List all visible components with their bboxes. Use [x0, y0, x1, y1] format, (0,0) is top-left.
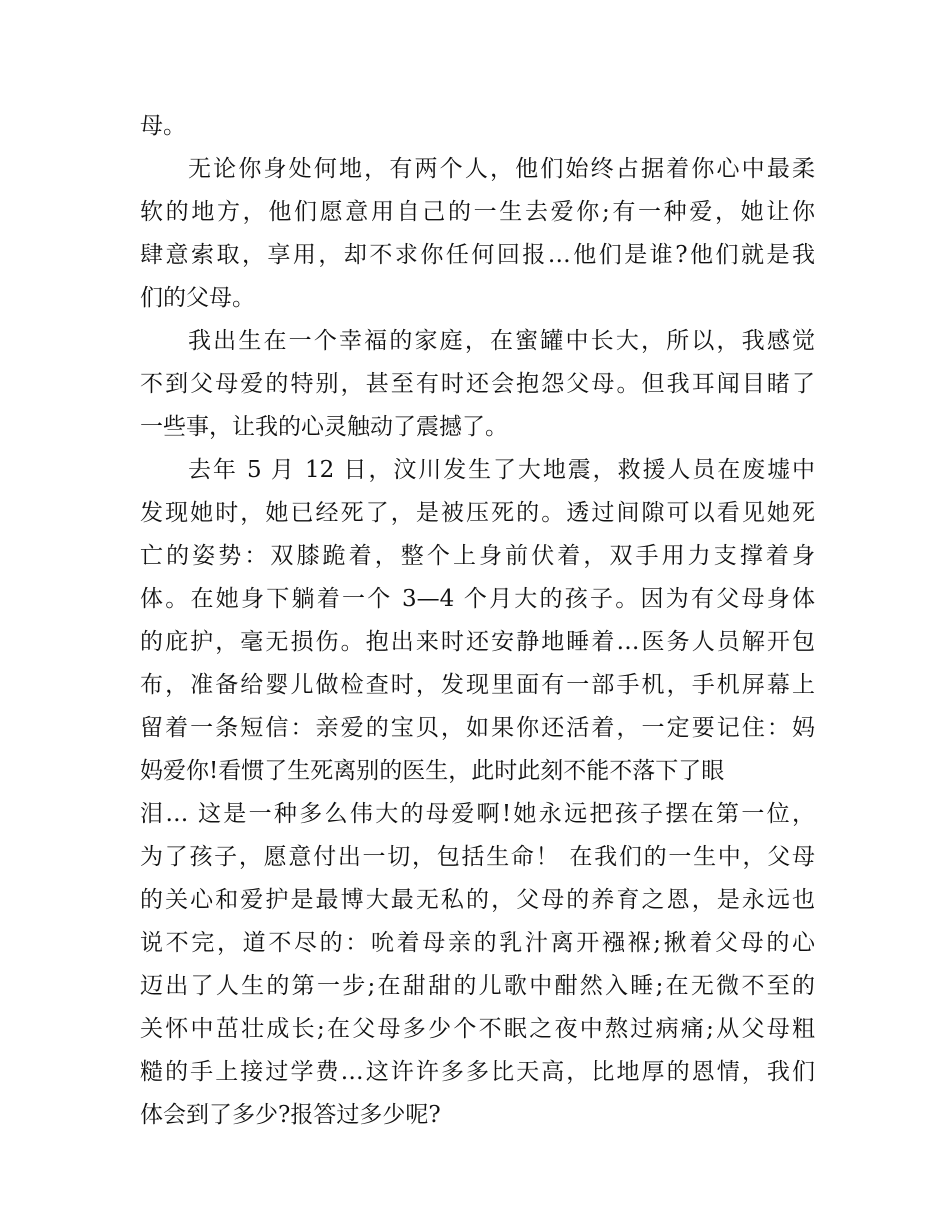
text-line: 布，准备给婴儿做检查时，发现里面有一部手机，手机屏幕上 [140, 672, 815, 698]
text-line: 肆意索取，享用，却不求你任何回报…他们是谁?他们就是我 [140, 242, 815, 268]
text-line: 去年 5 月 12 日，汶川发生了大地震，救援人员在废墟中 [188, 457, 815, 483]
text-line: 体。在她身下躺着一个 3—4 个月大的孩子。因为有父母身体 [140, 586, 815, 612]
text-line: 我出生在一个幸福的家庭，在蜜罐中长大，所以，我感觉 [188, 328, 815, 354]
text-line: 泪… 这是一种多么伟大的母爱啊!她永远把孩子摆在第一位， [140, 801, 815, 827]
text-line: 无论你身处何地，有两个人，他们始终占据着你心中最柔 [188, 156, 815, 182]
text-line: 发现她时，她已经死了，是被压死的。透过间隙可以看见她死 [140, 500, 815, 526]
document-body [140, 105, 815, 1137]
text-line: 妈爱你!看惯了生死离别的医生，此时此刻不能不落下了眼 [140, 758, 725, 784]
text-line: 迈出了人生的第一步;在甜甜的儿歌中酣然入睡;在无微不至的 [140, 973, 815, 999]
text-line: 一些事，让我的心灵触动了震撼了。 [140, 414, 508, 440]
text-line: 的关心和爱护是最博大最无私的，父母的养育之恩，是永远也 [140, 887, 815, 913]
text-line: 们的父母。 [140, 285, 255, 311]
text-line: 亡的姿势：双膝跪着，整个上身前伏着，双手用力支撑着身 [140, 543, 815, 569]
text-line: 母。 [140, 113, 186, 139]
text-line: 的庇护，毫无损伤。抱出来时还安静地睡着…医务人员解开包 [140, 629, 815, 655]
text-line: 糙的手上接过学费…这许许多多比天高，比地厚的恩情，我们 [140, 1059, 815, 1085]
text-line: 不到父母爱的特别，甚至有时还会抱怨父母。但我耳闻目睹了 [140, 371, 815, 397]
text-line: 软的地方，他们愿意用自己的一生去爱你;有一种爱，她让你 [140, 199, 815, 225]
text-line: 关怀中茁壮成长;在父母多少个不眠之夜中熬过病痛;从父母粗 [140, 1016, 815, 1042]
text-line: 为了孩子，愿意付出一切，包括生命！ 在我们的一生中，父母 [140, 844, 815, 870]
text-line: 体会到了多少?报答过多少呢? [140, 1102, 441, 1128]
text-line: 说不完，道不尽的：吮着母亲的乳汁离开襁褓;揪着父母的心 [140, 930, 815, 956]
text-line: 留着一条短信：亲爱的宝贝，如果你还活着，一定要记住：妈 [140, 715, 815, 741]
